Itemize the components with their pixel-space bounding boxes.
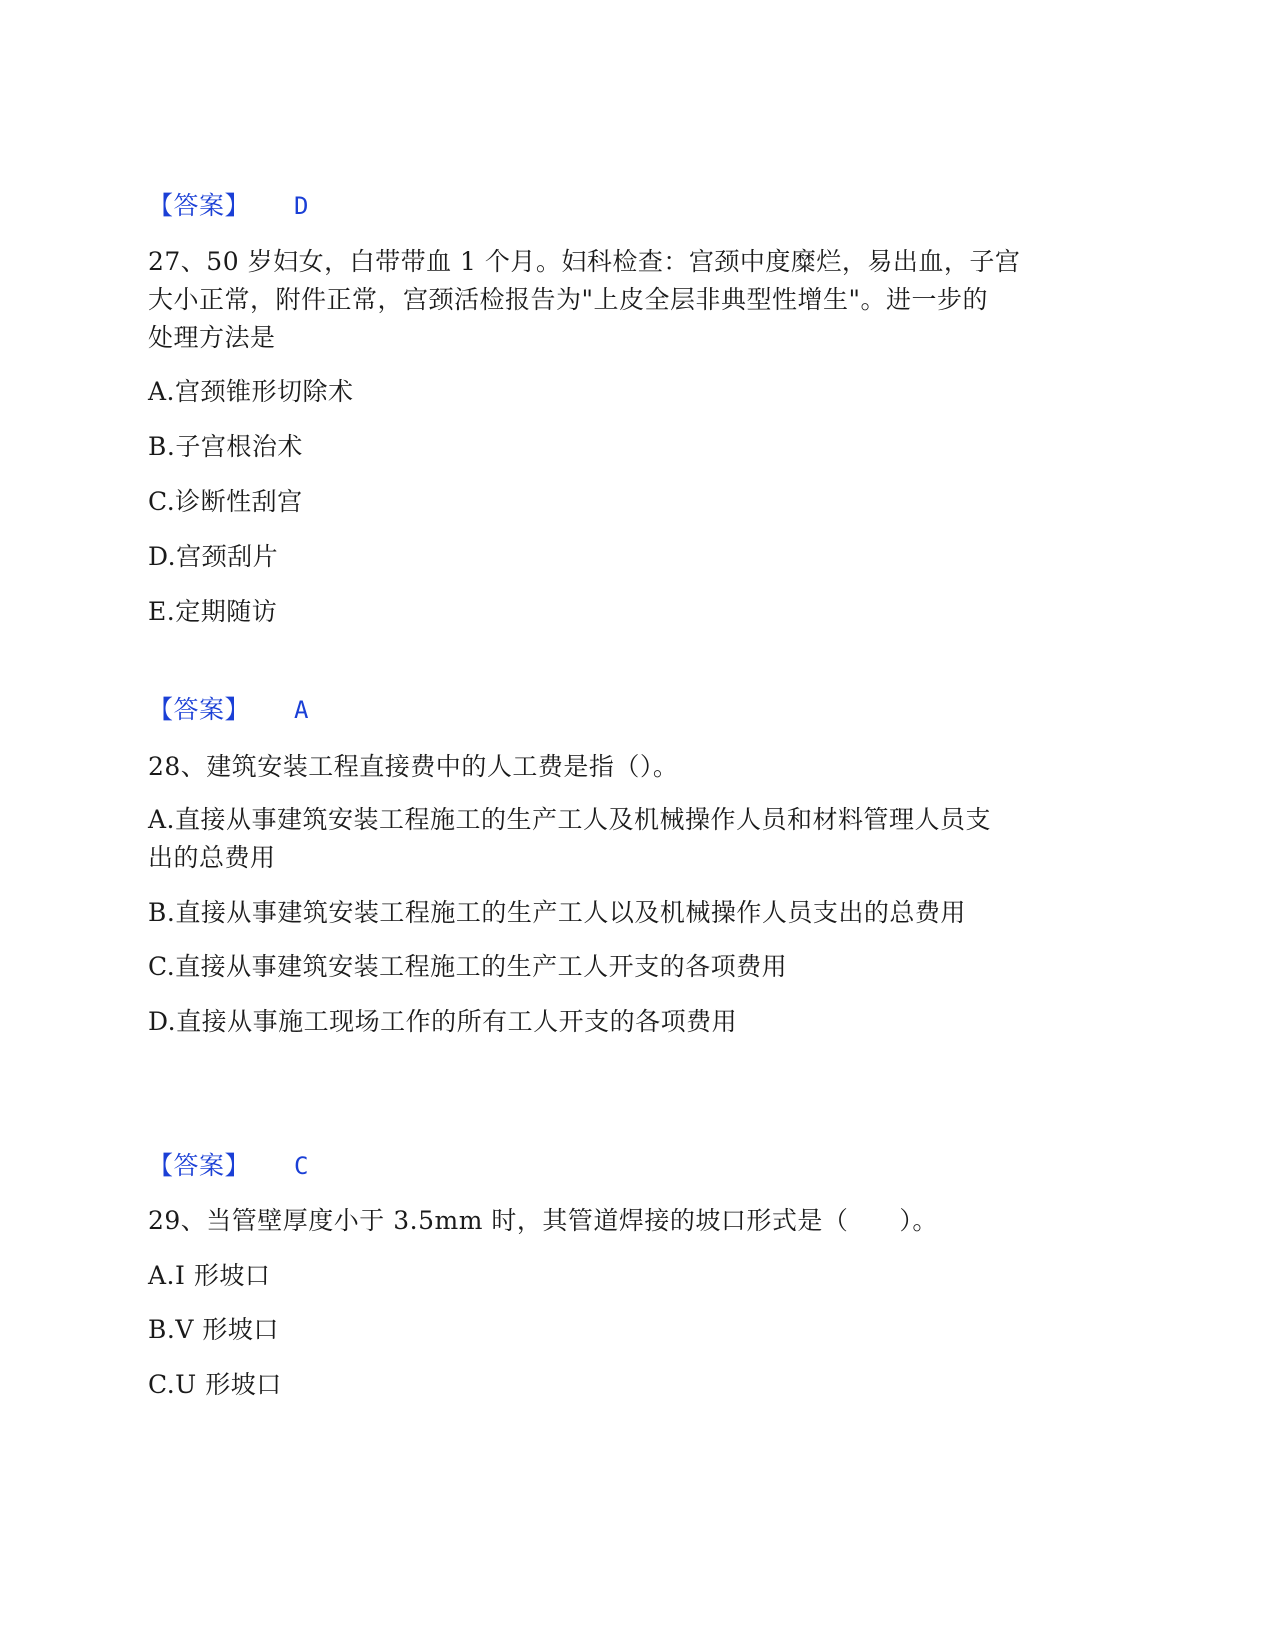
question-27-option-d: D.宫颈刮片 bbox=[148, 542, 279, 571]
question-27-option-e: E.定期随访 bbox=[148, 597, 278, 626]
question-29-option-b: B.V 形坡口 bbox=[148, 1315, 279, 1344]
answer-label: 【答案】 bbox=[148, 191, 251, 220]
answer-value: A bbox=[294, 696, 309, 724]
question-28-line-1: 28、建筑安装工程直接费中的人工费是指（）。 bbox=[148, 752, 679, 781]
answer-label: 【答案】 bbox=[148, 695, 251, 724]
answer-label: 【答案】 bbox=[148, 1151, 251, 1180]
question-28-option-d: D.直接从事施工现场工作的所有工人开支的各项费用 bbox=[148, 1007, 738, 1036]
question-29-line-1: 29、当管壁厚度小于 3.5mm 时，其管道焊接的坡口形式是（ ）。 bbox=[148, 1206, 938, 1235]
question-27-line-1: 27、50 岁妇女，白带带血 1 个月。妇科检查：宫颈中度糜烂，易出血，子宫 bbox=[148, 247, 1021, 276]
answer-line bbox=[148, 690, 309, 730]
answer-value: C bbox=[294, 1152, 309, 1180]
question-27-line-3: 处理方法是 bbox=[148, 323, 276, 352]
question-27-option-b: B.子宫根治术 bbox=[148, 432, 303, 461]
question-27-line-2: 大小正常，附件正常，宫颈活检报告为"上皮全层非典型性增生"。进一步的 bbox=[148, 285, 989, 314]
question-27-option-c: C.诊断性刮宫 bbox=[148, 487, 303, 516]
answer-line bbox=[148, 186, 309, 226]
question-28-option-b: B.直接从事建筑安装工程施工的生产工人以及机械操作人员支出的总费用 bbox=[148, 898, 966, 927]
question-29-option-a: A.I 形坡口 bbox=[148, 1261, 271, 1290]
question-28-option-a-line-1: A.直接从事建筑安装工程施工的生产工人及机械操作人员和材料管理人员支 bbox=[148, 805, 992, 834]
question-28-option-c: C.直接从事建筑安装工程施工的生产工人开支的各项费用 bbox=[148, 952, 788, 981]
question-28-option-a-line-2: 出的总费用 bbox=[148, 843, 276, 872]
answer-line bbox=[148, 1146, 309, 1186]
answer-value: D bbox=[294, 192, 309, 220]
question-29-option-c: C.U 形坡口 bbox=[148, 1370, 282, 1399]
question-27-option-a: A.宫颈锥形切除术 bbox=[148, 377, 354, 406]
